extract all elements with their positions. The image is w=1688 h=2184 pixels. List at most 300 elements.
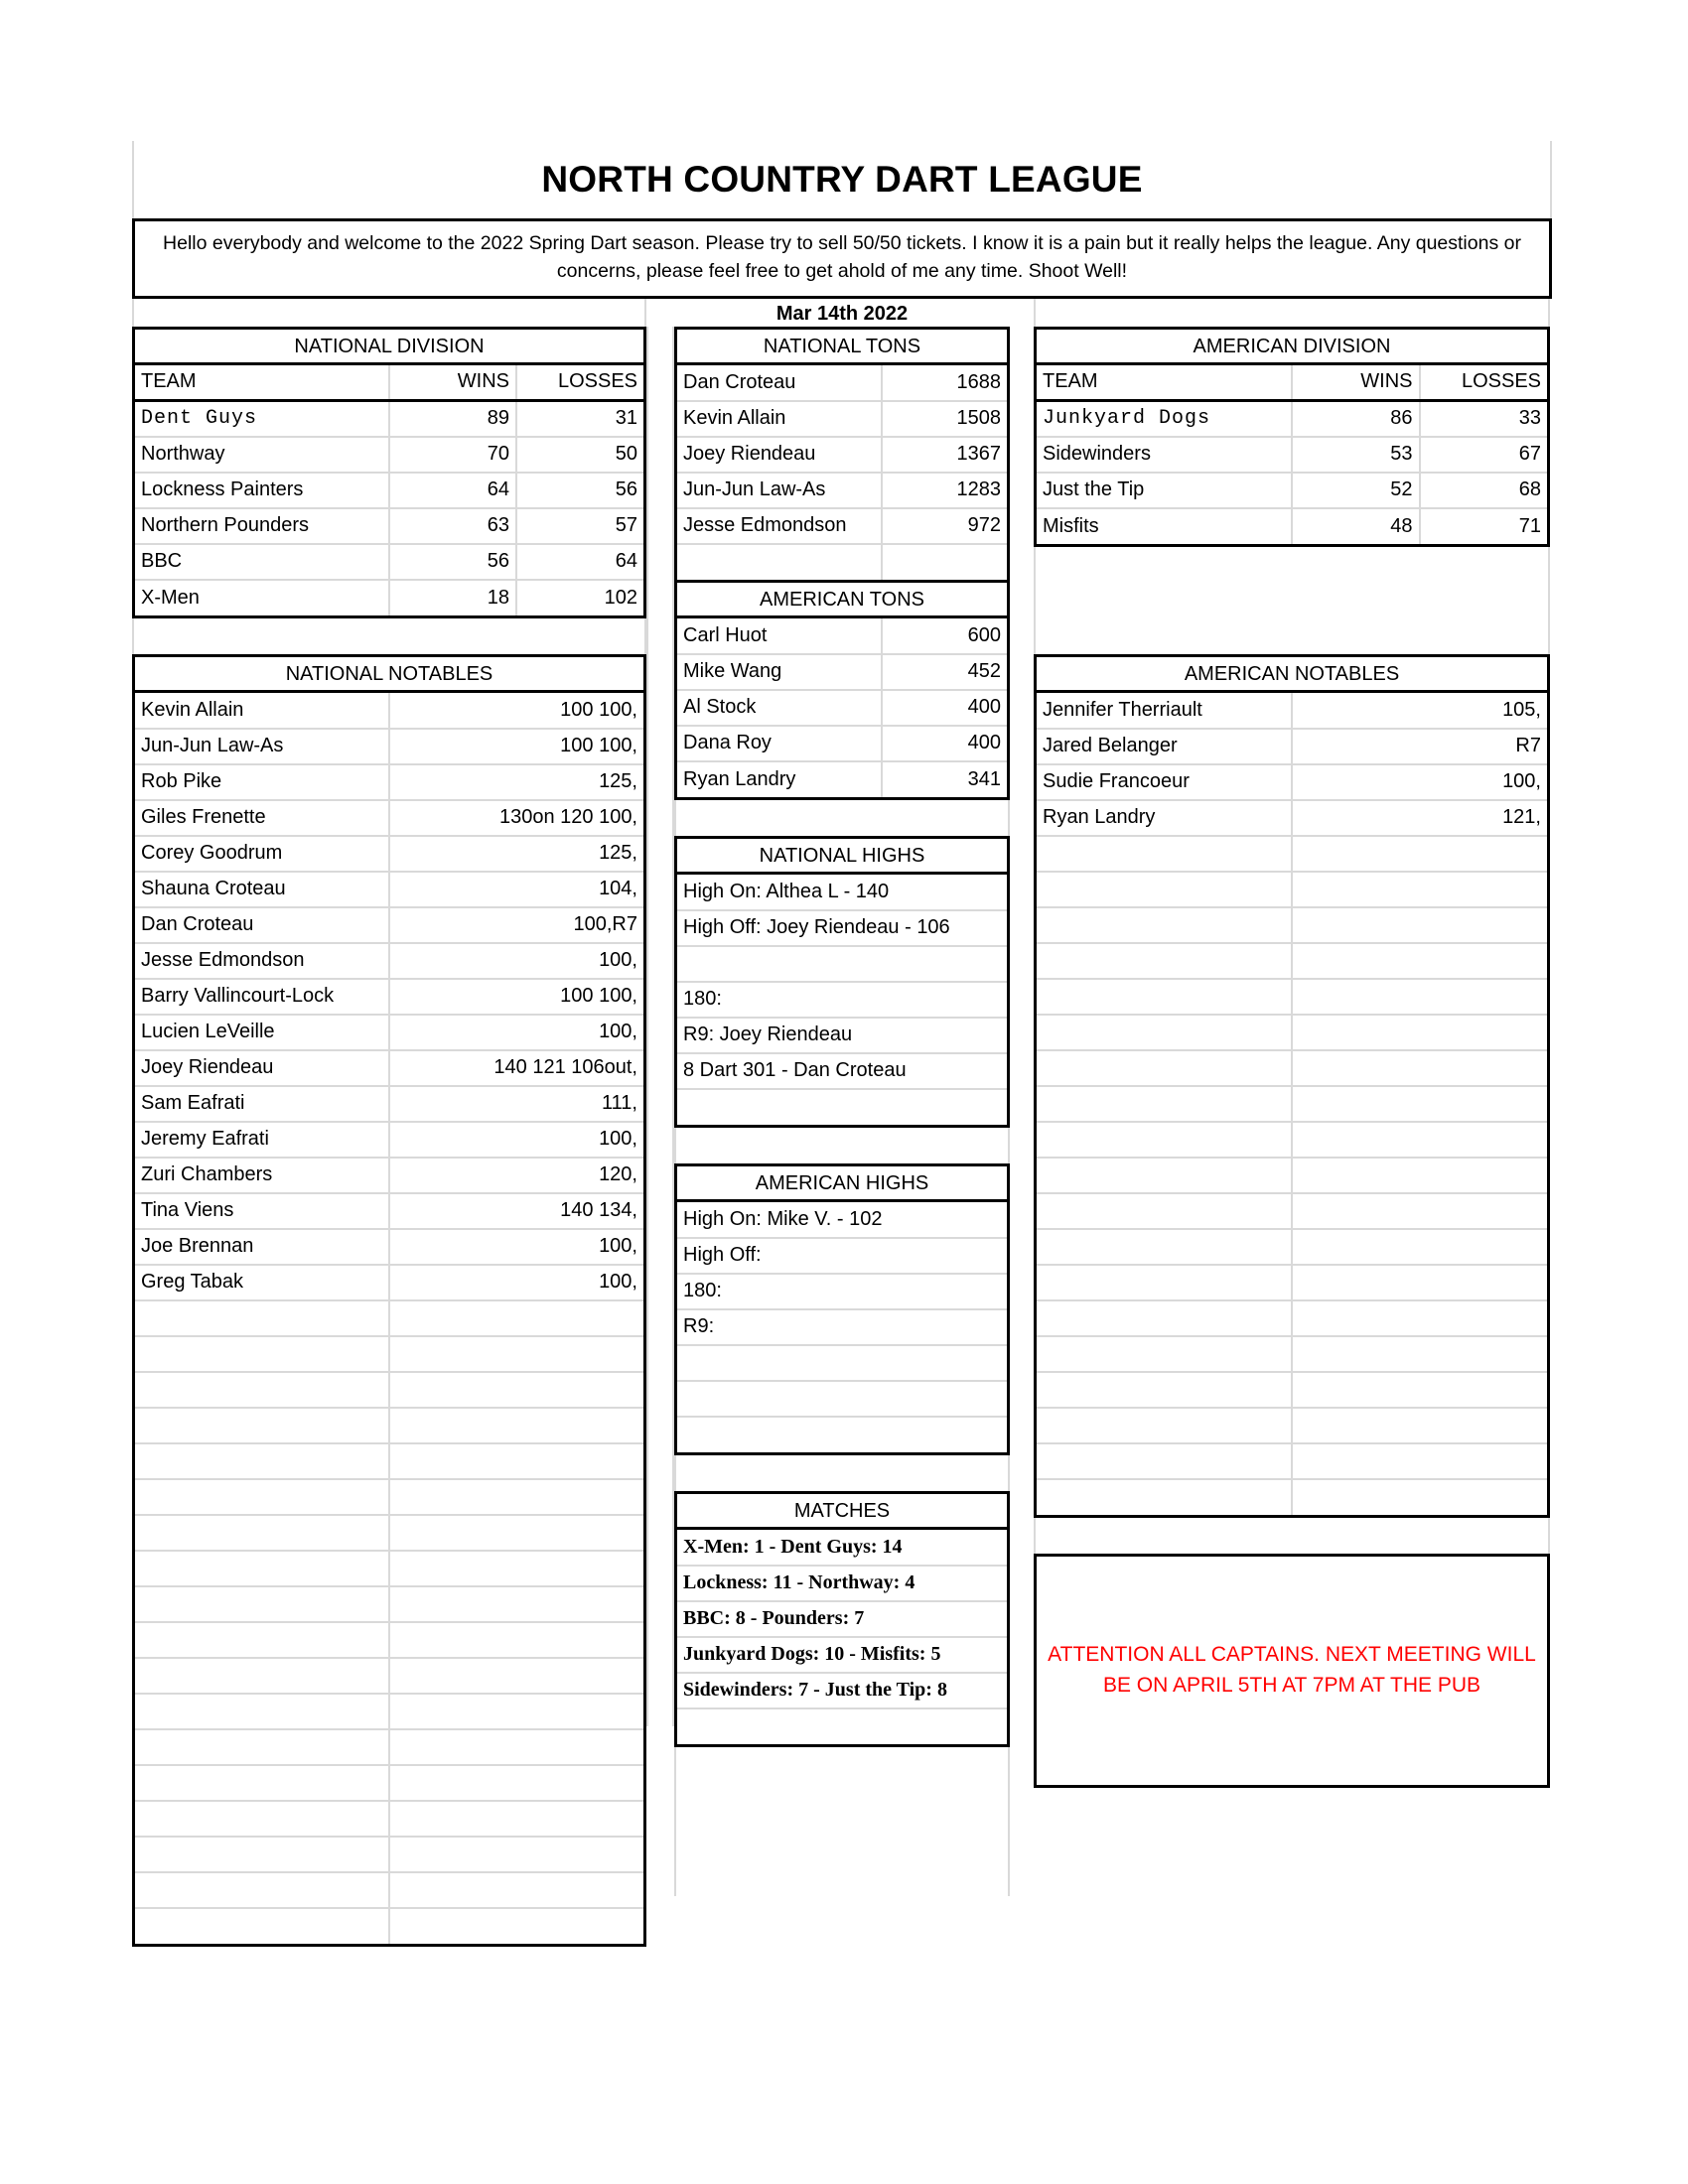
american-division-title: AMERICAN DIVISION xyxy=(1037,330,1547,365)
national-tons-title: NATIONAL TONS xyxy=(677,330,1007,365)
page-title: NORTH COUNTRY DART LEAGUE xyxy=(541,159,1143,200)
entry-score xyxy=(389,1694,643,1729)
entry-name: Kevin Allain xyxy=(135,693,389,729)
table-row-empty xyxy=(135,1443,643,1479)
table-row xyxy=(135,1122,643,1158)
entry-text: 8 Dart 301 - Dan Croteau xyxy=(677,1053,1007,1089)
table-row xyxy=(135,1050,643,1086)
table-row xyxy=(677,654,1007,690)
table-row xyxy=(135,401,643,437)
welcome-message-box xyxy=(132,218,1552,299)
entry-score: 104, xyxy=(389,872,643,907)
table-row-empty xyxy=(135,1837,643,1872)
team-losses: 102 xyxy=(604,586,637,609)
entry-score: 125, xyxy=(389,764,643,800)
entry-score xyxy=(1292,1158,1547,1193)
entry-score xyxy=(1292,1408,1547,1443)
table-row xyxy=(677,401,1007,437)
team-losses: 31 xyxy=(516,401,643,437)
entry-text: Lockness: 11 - Northway: 4 xyxy=(677,1566,1007,1601)
entry-name: Joe Brennan xyxy=(135,1229,389,1265)
entry-score xyxy=(1292,1015,1547,1050)
entry-name xyxy=(135,1336,389,1372)
table-header-row xyxy=(1037,365,1547,401)
table-row-empty xyxy=(135,1479,643,1515)
table-row-empty xyxy=(135,1622,643,1658)
table-row xyxy=(677,690,1007,726)
table-row-empty xyxy=(135,1908,643,1944)
american-highs-box xyxy=(674,1163,1010,1455)
entry-name xyxy=(135,1443,389,1479)
table-row xyxy=(677,1417,1007,1452)
entry-score: 1508 xyxy=(882,401,1007,437)
title-bar xyxy=(132,141,1552,218)
table-row-empty xyxy=(135,1694,643,1729)
entry-score: 1367 xyxy=(882,437,1007,473)
table-row xyxy=(135,800,643,836)
col-team: TEAM xyxy=(135,365,389,401)
national-highs-table xyxy=(677,875,1007,1125)
table-row xyxy=(1037,764,1547,800)
table-row xyxy=(677,1202,1007,1238)
table-row xyxy=(135,1015,643,1050)
team-wins: 63 xyxy=(389,508,516,544)
entry-score: 452 xyxy=(882,654,1007,690)
table-row xyxy=(677,982,1007,1018)
entry-score: 100, xyxy=(389,1122,643,1158)
team-name: BBC xyxy=(135,544,389,580)
entry-name: Barry Vallincourt-Lock xyxy=(135,979,389,1015)
entry-text xyxy=(677,1417,1007,1452)
entry-name: Al Stock xyxy=(677,690,882,726)
entry-name xyxy=(1037,1479,1292,1515)
team-name: Northway xyxy=(135,437,389,473)
entry-name: Giles Frenette xyxy=(135,800,389,836)
entry-text xyxy=(677,1381,1007,1417)
team-wins: 48 xyxy=(1292,508,1420,544)
table-row xyxy=(135,764,643,800)
team-name: Misfits xyxy=(1037,508,1292,544)
table-row xyxy=(677,1238,1007,1274)
entry-text: 180: xyxy=(677,1274,1007,1309)
table-row-empty xyxy=(1037,1086,1547,1122)
entry-name: Greg Tabak xyxy=(135,1265,389,1300)
table-row xyxy=(135,907,643,943)
american-highs-title: AMERICAN HIGHS xyxy=(677,1166,1007,1202)
table-row-empty xyxy=(1037,1265,1547,1300)
table-row xyxy=(135,1229,643,1265)
entry-text: Sidewinders: 7 - Just the Tip: 8 xyxy=(677,1673,1007,1708)
table-row-empty xyxy=(135,1658,643,1694)
entry-score xyxy=(1292,1443,1547,1479)
col-losses: LOSSES xyxy=(1420,365,1548,401)
entry-score xyxy=(389,1837,643,1872)
entry-name xyxy=(135,1515,389,1551)
table-row xyxy=(677,544,1007,580)
entry-name xyxy=(677,544,882,580)
captains-notice-box xyxy=(1034,1554,1550,1788)
entry-name xyxy=(135,1586,389,1622)
table-row-empty xyxy=(135,1765,643,1801)
table-row xyxy=(677,1637,1007,1673)
national-notables-box xyxy=(132,654,646,1947)
entry-score: 600 xyxy=(882,618,1007,654)
entry-score xyxy=(389,1622,643,1658)
table-row xyxy=(677,910,1007,946)
date-strip xyxy=(132,299,1552,327)
table-row-empty xyxy=(1037,872,1547,907)
table-row xyxy=(135,473,643,508)
american-notables-box xyxy=(1034,654,1550,1518)
entry-score xyxy=(1292,1479,1547,1515)
entry-score: 140 134, xyxy=(389,1193,643,1229)
table-row-empty xyxy=(1037,1015,1547,1050)
entry-name xyxy=(1037,1300,1292,1336)
entry-score: 1688 xyxy=(882,365,1007,401)
captains-notice-text: ATTENTION ALL CAPTAINS. NEXT MEETING WILL BE ON APRIL 5TH AT 7PM AT THE PUB xyxy=(1048,1643,1536,1697)
entry-name xyxy=(135,1658,389,1694)
entry-score xyxy=(389,1479,643,1515)
entry-name: Jun-Jun Law-As xyxy=(677,473,882,508)
entry-name: Jesse Edmondson xyxy=(677,508,882,544)
entry-score xyxy=(1292,1372,1547,1408)
national-division-table xyxy=(135,365,643,615)
entry-text: R9: xyxy=(677,1309,1007,1345)
table-row-empty xyxy=(1037,907,1547,943)
entry-score: 100 100, xyxy=(389,979,643,1015)
entry-name: Mike Wang xyxy=(677,654,882,690)
entry-text: High On: Althea L - 140 xyxy=(677,875,1007,910)
team-wins: 86 xyxy=(1292,401,1420,437)
entry-name xyxy=(1037,1122,1292,1158)
table-row xyxy=(1037,800,1547,836)
table-row xyxy=(677,618,1007,654)
table-row xyxy=(677,1601,1007,1637)
entry-score: 111, xyxy=(389,1086,643,1122)
table-header-row xyxy=(135,365,643,401)
right-column xyxy=(1034,327,1550,1788)
entry-score: 130on 120 100, xyxy=(389,800,643,836)
table-row xyxy=(135,979,643,1015)
table-row xyxy=(677,437,1007,473)
entry-text: X-Men: 1 - Dent Guys: 14 xyxy=(677,1530,1007,1566)
entry-name xyxy=(135,1765,389,1801)
entry-name xyxy=(135,1372,389,1408)
col-wins: WINS xyxy=(1292,365,1420,401)
entry-name: Sam Eafrati xyxy=(135,1086,389,1122)
entry-name xyxy=(135,1801,389,1837)
table-row xyxy=(1037,473,1547,508)
middle-column xyxy=(674,327,1010,1896)
table-row xyxy=(135,872,643,907)
entry-name: Tina Viens xyxy=(135,1193,389,1229)
table-row xyxy=(677,1053,1007,1089)
american-tons-table xyxy=(677,618,1007,797)
entry-name: Dana Roy xyxy=(677,726,882,761)
entry-score: 400 xyxy=(882,726,1007,761)
scoresheet xyxy=(132,141,1552,1947)
report-date: Mar 14th 2022 xyxy=(775,302,909,325)
table-row-empty xyxy=(135,1872,643,1908)
national-notables-table xyxy=(135,693,643,1944)
entry-score: 100,R7 xyxy=(389,907,643,943)
table-row xyxy=(135,836,643,872)
entry-score xyxy=(1292,1050,1547,1086)
team-name: Lockness Painters xyxy=(135,473,389,508)
table-row xyxy=(135,580,643,615)
entry-text: R9: Joey Riendeau xyxy=(677,1018,1007,1053)
entry-score xyxy=(389,1729,643,1765)
entry-name: Corey Goodrum xyxy=(135,836,389,872)
entry-name: Dan Croteau xyxy=(677,365,882,401)
entry-text: High Off: xyxy=(677,1238,1007,1274)
table-row xyxy=(1037,437,1547,473)
table-row-empty xyxy=(1037,1479,1547,1515)
table-row xyxy=(677,365,1007,401)
table-row-empty xyxy=(1037,979,1547,1015)
table-row xyxy=(135,943,643,979)
table-row-empty xyxy=(1037,1158,1547,1193)
entry-name xyxy=(1037,1265,1292,1300)
entry-score: 100 100, xyxy=(389,693,643,729)
entry-score: 140 121 106out, xyxy=(389,1050,643,1086)
table-row-empty xyxy=(135,1586,643,1622)
american-tons-title: AMERICAN TONS xyxy=(677,583,1007,618)
entry-name: Zuri Chambers xyxy=(135,1158,389,1193)
table-row xyxy=(677,1309,1007,1345)
entry-score xyxy=(389,1551,643,1586)
national-notables-title: NATIONAL NOTABLES xyxy=(135,657,643,693)
entry-name xyxy=(1037,1086,1292,1122)
entry-score xyxy=(389,1765,643,1801)
team-name: Northern Pounders xyxy=(135,508,389,544)
col-losses: LOSSES xyxy=(516,365,643,401)
table-row xyxy=(135,508,643,544)
entry-text: BBC: 8 - Pounders: 7 xyxy=(677,1601,1007,1637)
entry-name: Shauna Croteau xyxy=(135,872,389,907)
team-losses: 67 xyxy=(1420,437,1548,473)
entry-name xyxy=(1037,1372,1292,1408)
team-wins: 64 xyxy=(389,473,516,508)
entry-name xyxy=(1037,907,1292,943)
entry-name xyxy=(135,1908,389,1944)
team-losses: 68 xyxy=(1420,473,1548,508)
table-row-empty xyxy=(1037,836,1547,872)
table-row xyxy=(135,544,643,580)
team-wins: 70 xyxy=(389,437,516,473)
team-name: Dent Guys xyxy=(135,401,389,437)
entry-score: 972 xyxy=(882,508,1007,544)
table-row-empty xyxy=(1037,1229,1547,1265)
entry-score: 100, xyxy=(389,1229,643,1265)
national-highs-box xyxy=(674,836,1010,1128)
entry-name xyxy=(1037,1015,1292,1050)
table-row xyxy=(1037,401,1547,437)
team-name: X-Men xyxy=(135,580,389,615)
entry-score: 400 xyxy=(882,690,1007,726)
team-name: Junkyard Dogs xyxy=(1037,401,1292,437)
entry-name: Rob Pike xyxy=(135,764,389,800)
entry-score xyxy=(389,1908,643,1944)
table-row xyxy=(1037,729,1547,764)
table-row xyxy=(677,508,1007,544)
entry-name xyxy=(1037,1336,1292,1372)
entry-score xyxy=(389,1658,643,1694)
entry-score xyxy=(1292,907,1547,943)
entry-name: Kevin Allain xyxy=(677,401,882,437)
entry-score: 100, xyxy=(389,943,643,979)
matches-table xyxy=(677,1530,1007,1744)
entry-name xyxy=(135,1479,389,1515)
entry-name: Joey Riendeau xyxy=(135,1050,389,1086)
col-wins: WINS xyxy=(389,365,516,401)
entry-name xyxy=(135,1551,389,1586)
entry-score xyxy=(389,1372,643,1408)
entry-score xyxy=(389,1300,643,1336)
entry-score xyxy=(389,1872,643,1908)
entry-name xyxy=(135,1622,389,1658)
table-row xyxy=(677,1018,1007,1053)
team-wins: 53 xyxy=(1292,437,1420,473)
team-wins: 89 xyxy=(389,401,516,437)
table-row-empty xyxy=(1037,1372,1547,1408)
matches-title: MATCHES xyxy=(677,1494,1007,1530)
entry-score xyxy=(882,544,1007,580)
table-row-empty xyxy=(1037,1300,1547,1336)
entry-name: Joey Riendeau xyxy=(677,437,882,473)
entry-name: Ryan Landry xyxy=(677,761,882,797)
table-row-empty xyxy=(1037,1122,1547,1158)
entry-score xyxy=(1292,1265,1547,1300)
table-row-empty xyxy=(1037,1193,1547,1229)
entry-name xyxy=(1037,836,1292,872)
team-name: Just the Tip xyxy=(1037,473,1292,508)
entry-name xyxy=(135,1837,389,1872)
table-row xyxy=(677,875,1007,910)
table-row xyxy=(677,1566,1007,1601)
entry-score: R7 xyxy=(1292,729,1547,764)
entry-score xyxy=(389,1801,643,1837)
table-row xyxy=(677,1530,1007,1566)
entry-name: Dan Croteau xyxy=(135,907,389,943)
table-row xyxy=(677,1274,1007,1309)
entry-name: Jared Belanger xyxy=(1037,729,1292,764)
table-row-empty xyxy=(1037,1050,1547,1086)
table-row xyxy=(135,437,643,473)
entry-score: 100 100, xyxy=(389,729,643,764)
national-highs-title: NATIONAL HIGHS xyxy=(677,839,1007,875)
american-notables-title: AMERICAN NOTABLES xyxy=(1037,657,1547,693)
team-losses: 33 xyxy=(1420,401,1548,437)
entry-score xyxy=(1292,1122,1547,1158)
entry-score xyxy=(389,1515,643,1551)
american-division-box xyxy=(1034,327,1550,547)
entry-score xyxy=(1292,836,1547,872)
entry-score xyxy=(1292,1193,1547,1229)
entry-text: 180: xyxy=(677,982,1007,1018)
table-row-empty xyxy=(135,1408,643,1443)
entry-name xyxy=(135,1729,389,1765)
entry-score xyxy=(389,1408,643,1443)
entry-score: 100, xyxy=(389,1015,643,1050)
col-team: TEAM xyxy=(1037,365,1292,401)
entry-score: 105, xyxy=(1292,693,1547,729)
entry-name xyxy=(1037,1050,1292,1086)
entry-score: 121, xyxy=(1292,800,1547,836)
table-row-empty xyxy=(1037,1336,1547,1372)
entry-score: 100, xyxy=(389,1265,643,1300)
team-name: Sidewinders xyxy=(1037,437,1292,473)
entry-score: 100, xyxy=(1292,764,1547,800)
entry-text: High On: Mike V. - 102 xyxy=(677,1202,1007,1238)
entry-name: Ryan Landry xyxy=(1037,800,1292,836)
entry-score xyxy=(1292,943,1547,979)
entry-score: 341 xyxy=(967,767,1001,790)
table-row-empty xyxy=(135,1551,643,1586)
table-row-empty xyxy=(1037,943,1547,979)
table-row xyxy=(677,1089,1007,1125)
entry-text xyxy=(677,1089,1007,1125)
table-row xyxy=(135,1265,643,1300)
table-row-empty xyxy=(135,1729,643,1765)
national-division-title: NATIONAL DIVISION xyxy=(135,330,643,365)
entry-name xyxy=(135,1872,389,1908)
entry-name: Carl Huot xyxy=(677,618,882,654)
table-row xyxy=(677,473,1007,508)
entry-name xyxy=(1037,1193,1292,1229)
american-notables-table xyxy=(1037,693,1547,1515)
entry-score xyxy=(1292,1300,1547,1336)
entry-score: 120, xyxy=(389,1158,643,1193)
entry-name xyxy=(135,1300,389,1336)
entry-text: Junkyard Dogs: 10 - Misfits: 5 xyxy=(677,1637,1007,1673)
table-row xyxy=(677,726,1007,761)
table-row xyxy=(677,1673,1007,1708)
entry-name xyxy=(1037,1443,1292,1479)
entry-name xyxy=(1037,943,1292,979)
table-row-empty xyxy=(135,1515,643,1551)
table-row xyxy=(677,761,1007,797)
table-row xyxy=(677,1708,1007,1744)
entry-name: Sudie Francoeur xyxy=(1037,764,1292,800)
entry-name: Lucien LeVeille xyxy=(135,1015,389,1050)
entry-name: Jeremy Eafrati xyxy=(135,1122,389,1158)
entry-score: 1283 xyxy=(882,473,1007,508)
entry-name xyxy=(1037,979,1292,1015)
table-row-empty xyxy=(1037,1443,1547,1479)
national-tons-table xyxy=(677,365,1007,580)
entry-name: Jennifer Therriault xyxy=(1037,693,1292,729)
table-row-empty xyxy=(1037,1408,1547,1443)
entry-text xyxy=(677,946,1007,982)
table-row xyxy=(1037,693,1547,729)
entry-score xyxy=(389,1586,643,1622)
entry-name: Jesse Edmondson xyxy=(135,943,389,979)
entry-score xyxy=(1292,872,1547,907)
table-row xyxy=(677,946,1007,982)
team-losses: 57 xyxy=(516,508,643,544)
american-division-table xyxy=(1037,365,1547,544)
table-row xyxy=(135,1086,643,1122)
team-losses: 56 xyxy=(516,473,643,508)
team-wins: 52 xyxy=(1292,473,1420,508)
welcome-message-text: Hello everybody and welcome to the 2022 Spring Dart season. Please try to sell 50/50 tickets. I know it is a pain but it really helps the league. Any questions or concerns, please feel free to get ahold of me any time. Shoot Well! xyxy=(163,232,1521,283)
entry-score xyxy=(1292,1229,1547,1265)
entry-text xyxy=(677,1708,1007,1744)
table-row xyxy=(135,693,643,729)
table-row xyxy=(1037,508,1547,544)
entry-score xyxy=(1292,979,1547,1015)
